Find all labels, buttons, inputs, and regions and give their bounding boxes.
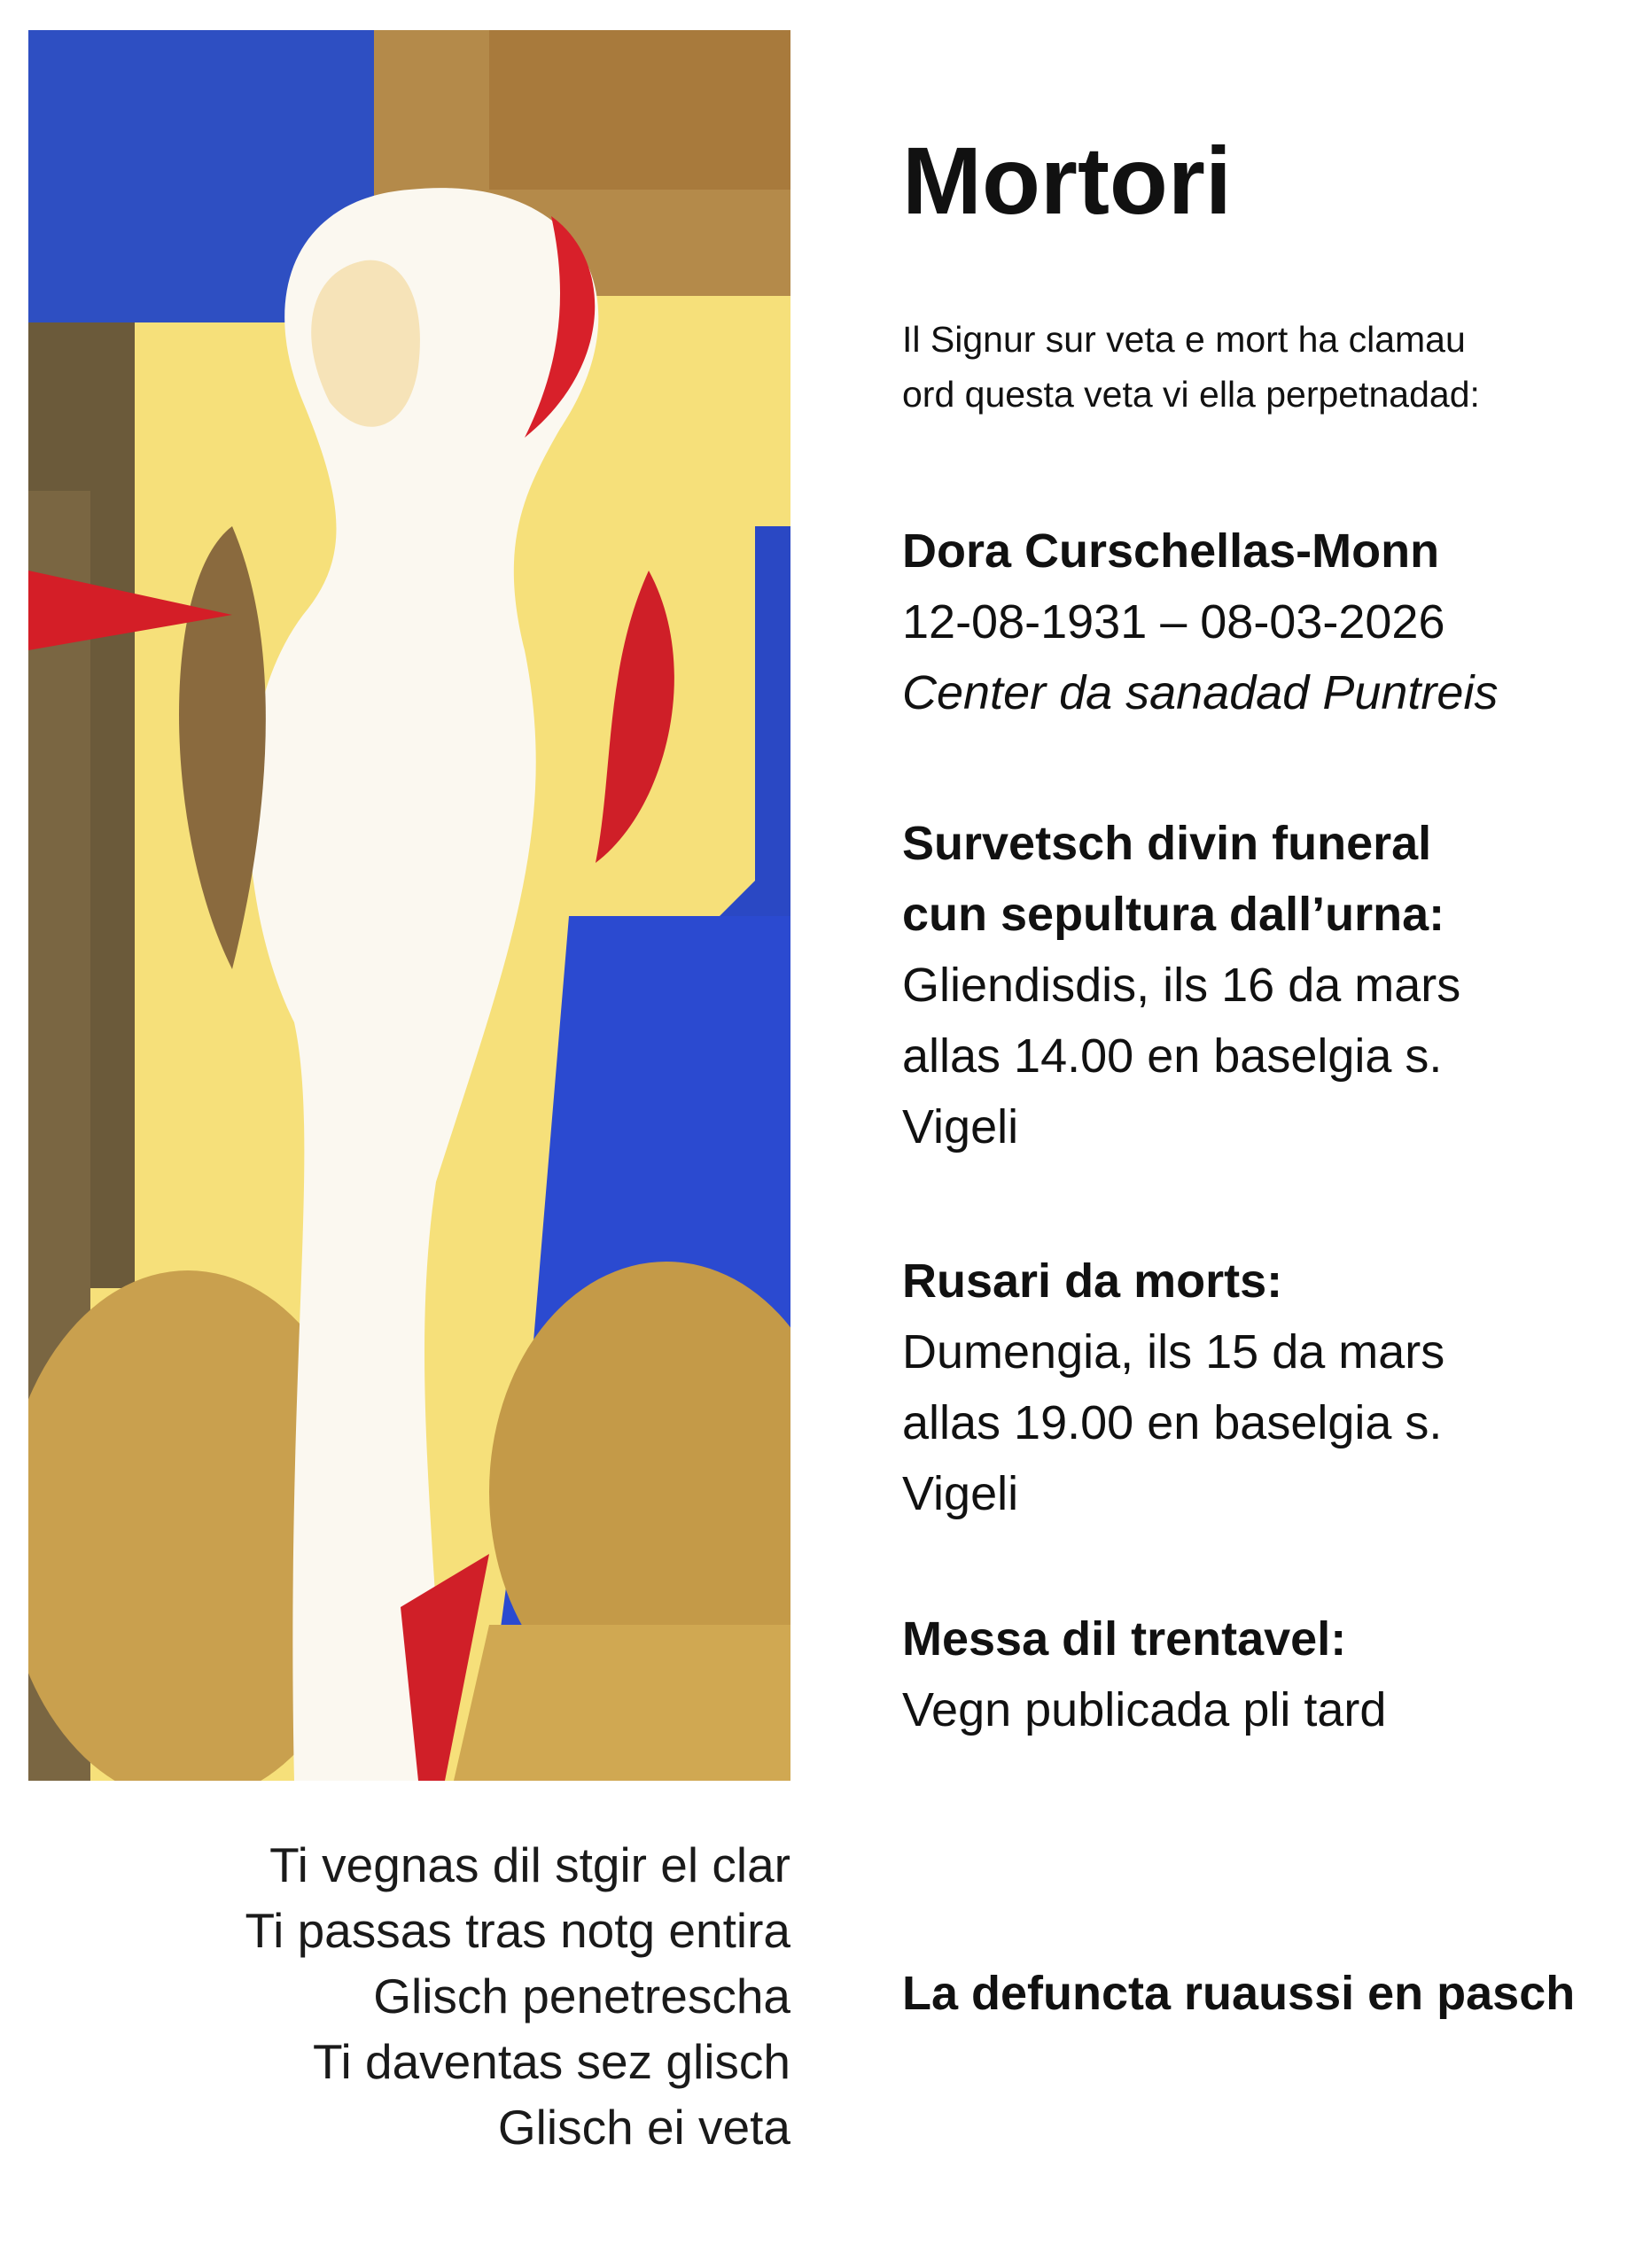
- funeral-block: [902, 808, 1460, 1162]
- poem-line: Glisch penetrescha: [373, 1969, 790, 2023]
- poem-line: Ti daventas sez glisch: [312, 2034, 790, 2089]
- rosary-detail: Dumengia, ils 15 da mars: [902, 1325, 1445, 1379]
- poem-line: Ti passas tras notg entira: [245, 1903, 790, 1958]
- intro-line: ord questa veta vi ella perpetnadad:: [902, 374, 1480, 415]
- poem-line: Ti vegnas dil stgir el clar: [269, 1837, 790, 1892]
- abstract-figure-painting: [28, 30, 790, 1781]
- life-dates: 12-08-1931 – 08-03-2026: [902, 595, 1445, 649]
- mass-detail: Vegn publicada pli tard: [902, 1683, 1387, 1736]
- closing-line: La defuncta ruaussi en pasch: [902, 1967, 1576, 2020]
- rosary-detail: Vigeli: [902, 1467, 1019, 1520]
- page-title: Mortori: [902, 127, 1232, 234]
- funeral-detail: Vigeli: [902, 1100, 1019, 1153]
- funeral-detail: Gliendisdis, ils 16 da mars: [902, 959, 1461, 1012]
- rosary-heading: Rusari da morts:: [902, 1254, 1283, 1308]
- mass-block: [902, 1604, 1386, 1745]
- funeral-heading: Survetsch divin funeral: [902, 817, 1432, 870]
- death-place: Center da sanadad Puntreis: [902, 666, 1499, 719]
- intro-text: [902, 312, 1480, 422]
- poem: [28, 1832, 790, 2160]
- rosary-detail: allas 19.00 en baselgia s.: [902, 1396, 1443, 1449]
- deceased-name: Dora Curschellas-Monn: [902, 524, 1440, 578]
- intro-line: Il Signur sur veta e mort ha clamau: [902, 319, 1466, 360]
- poem-line: Glisch ei veta: [497, 2100, 790, 2155]
- rosary-block: [902, 1246, 1444, 1529]
- deceased-block: [902, 516, 1498, 728]
- mass-heading: Messa dil trentavel:: [902, 1612, 1347, 1666]
- closing-text: [902, 1958, 1575, 2029]
- funeral-detail: allas 14.00 en baselgia s.: [902, 1029, 1443, 1083]
- funeral-heading: cun sepultura dall’urna:: [902, 888, 1445, 941]
